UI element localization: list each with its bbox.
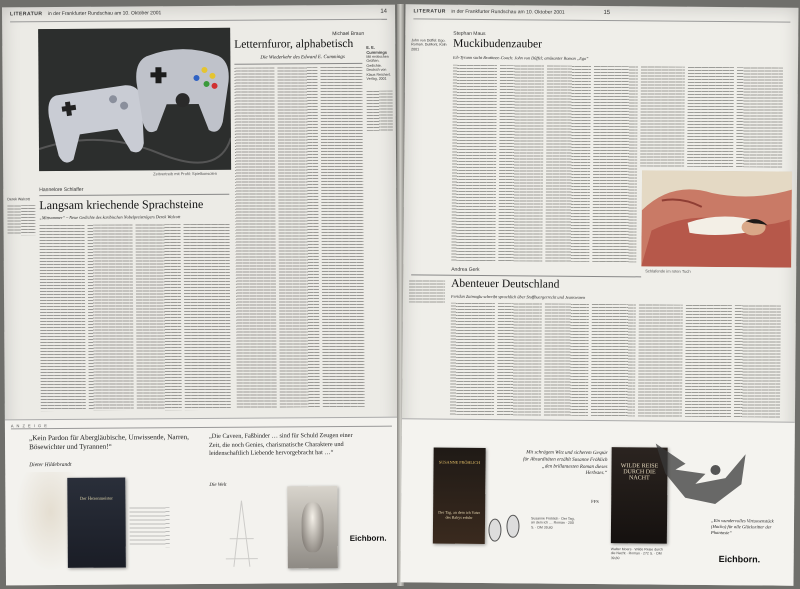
right-article2-column-6: [685, 305, 732, 417]
right-article2-column-4: [591, 304, 636, 416]
right-article1-column-7: [736, 67, 783, 167]
ad-quote-2: „Die Caveen, Faßbinder … sind für Schuld Zeugen einer Zeit, die noch Genies, charismatische Charaktere und leidenschaftlich Liebende hervorgebracht hat …“: [208, 431, 353, 457]
article1-infobox: [366, 45, 392, 82]
right-rubric-sub: in der Frankfurter Rundschau am 10. Oktober 2001: [451, 8, 565, 16]
article1-column-2: [277, 67, 319, 407]
ad-book-1-info: [129, 507, 169, 547]
right-ad-book-1-title: SUSANNE FRÖHLICH: [438, 459, 481, 465]
right-ad-tagline: Mit schrägem Witz und sicherem Gespür für Absurditäten erzählt Susanne Fröhlich „den brillantesten Roman dieses Herbstes.“: [523, 450, 608, 477]
right-article2-column-3: [544, 304, 589, 416]
right-article2-column-1: [450, 303, 495, 415]
right-ad-tagline-source: FFS: [591, 498, 599, 505]
article1-author: Michael Braun: [332, 30, 365, 38]
right-article1-column-1: [451, 65, 497, 261]
ad-quote-1: „Kein Pardon für Abergläubische, Unwissende, Narren, Bösewichter und Tyrannen!“: [28, 433, 189, 452]
ad-quote-1-source: Dieter Hildebrandt: [29, 461, 72, 469]
article1-headline: Letternfuror, alphabetisch: [234, 37, 354, 51]
right-article2-sidebar: [409, 280, 445, 302]
left-publisher-logo: Eichborn.: [349, 533, 387, 543]
right-page-number: 15: [603, 10, 611, 17]
article2-column-1: [40, 225, 86, 411]
right-article1-infobox-text: John von Düffel: Ego. Roman. DuMont, Köln 2001: [411, 38, 447, 52]
article2-column-4: [184, 224, 231, 410]
left-page-header: [10, 9, 387, 23]
game-controllers-photo: [38, 28, 231, 171]
right-ad-band: [400, 418, 794, 585]
article1-subhead: Die Wiederkehr des Edward E. Cummings: [260, 54, 345, 61]
left-ad-label: A N Z E I G E: [11, 421, 392, 430]
left-page: [2, 5, 399, 586]
article2-headline: Langsam kriechende Sprachsteine: [39, 196, 204, 213]
left-photo-caption: Zeitvertreib mit Profil: Spielkonsolen: [153, 170, 217, 177]
right-ad-book-1-subtitle: Der Tag, an dem ich Vater des Babys erfuhr: [438, 509, 481, 520]
article2-subhead: „Mittsommer“ – Neue Gedichte des karibischen Nobelpreisträgers Derek Walcott: [39, 214, 181, 221]
right-article2-column-5: [638, 304, 683, 416]
ad-eiffel-sketch: [211, 499, 271, 569]
right-article1-column-2: [498, 65, 544, 261]
sandals-icon: [485, 512, 525, 547]
right-article1-column-3: [545, 66, 591, 262]
right-article2-column-2: [497, 303, 542, 415]
ad-book-2-figure: [301, 502, 323, 552]
right-ad-book-2-title: WILDE REISE DURCH DIE NACHT: [620, 463, 659, 482]
right-article1-column-6: [687, 67, 734, 167]
right-article1-headline: Muckibudenzauber: [453, 37, 543, 51]
right-article2-column-7: [734, 305, 781, 417]
article1-column-3: [320, 67, 364, 407]
right-publisher-logo: Eichborn.: [718, 554, 761, 565]
ad-quote-2-source: Die Welt: [209, 482, 227, 488]
right-article1-column-4: [592, 66, 638, 262]
right-article2-rule: [411, 274, 641, 277]
ad-book-2-cover: [287, 486, 338, 568]
ad-book-1-cover: [67, 478, 126, 568]
article2-author: Hannelore Schlaffer: [39, 186, 84, 194]
article2-sidebar-text: [7, 205, 35, 235]
article1-sidebar-text: [367, 91, 393, 131]
right-ad-book-1-info: Susanne Fröhlich · Der Tag, an dem ich … Roman · 200 S. · DM 39,80: [530, 516, 575, 530]
article2-infobox: [7, 197, 35, 202]
right-ad-praise: „Ein wundervolles Virtuosenstück (Hacho) für alle Glücksritter der Phantasie“: [710, 517, 774, 536]
right-article1-column-5: [640, 66, 685, 166]
right-page-header: [413, 8, 790, 22]
left-rubric-sub: in der Frankfurter Rundschau am 10. Oktober 2001: [47, 10, 162, 18]
article2-infobox-text: Derek Walcott: [7, 197, 30, 202]
ad-book-1-title: Der Hexenmeister: [79, 495, 113, 501]
right-article2-headline: Abenteuer Deutschland: [451, 277, 560, 291]
painting-photo: [641, 170, 792, 267]
article1-infobox-title: E. E. Cummings: [366, 44, 387, 55]
right-page: [400, 4, 798, 585]
article2-rule-top: [39, 194, 229, 196]
right-ad-book-2-info: Walter Moers · Wilde Reise durch die Nacht · Roman · 272 S. · DM 39,80: [610, 547, 664, 560]
article1-rule: [234, 63, 362, 65]
article2-column-3: [136, 224, 182, 410]
right-rubric: LITERATUR: [413, 8, 446, 15]
article1-column-1: [234, 67, 276, 407]
right-article2-subhead: Feridun Zaimoglu schreibt sprachlich über Stoffbuergerrecht und Jeanswaren: [450, 293, 586, 300]
right-ad-book-1-cover: [433, 448, 486, 544]
right-article1-subhead: Ich-Tyrann sucht Bratitnee-Coach: John von Düffel; amüsanter Roman „Ego“: [453, 54, 589, 61]
right-article2-author: Andrea Gerk: [451, 266, 480, 273]
article1-infobox-text: Mit erotischen Grüßen. Gedichte. Deutsch von Klaus Reichert. Verlag, 2001: [366, 54, 391, 82]
right-article1-author: Stephan Maus: [453, 30, 486, 37]
left-ad-band: [5, 417, 399, 586]
right-article1-infobox: [411, 38, 447, 52]
left-page-number: 14: [380, 8, 388, 15]
article2-column-2: [88, 224, 134, 410]
left-rubric: LITERATUR: [10, 11, 43, 18]
painting-caption: Schlafende im roten Tuch: [645, 268, 691, 274]
dragon-illustration: [645, 433, 756, 529]
